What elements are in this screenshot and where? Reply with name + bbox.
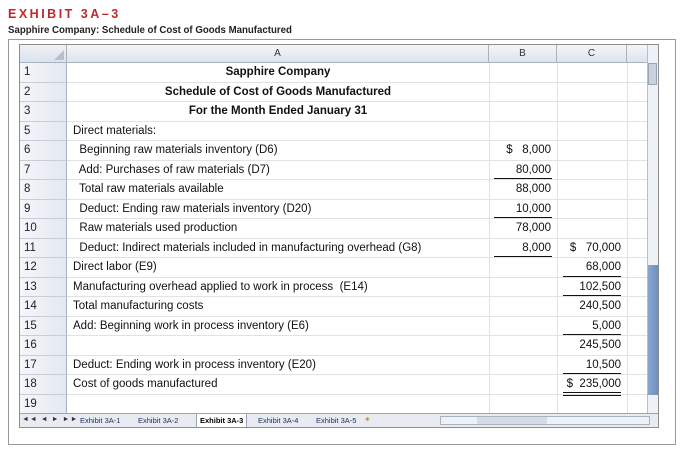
sheet-tab[interactable]: Exhibit 3A-4 — [258, 416, 299, 425]
cell-a[interactable]: Total manufacturing costs — [73, 300, 204, 312]
total-underline — [563, 276, 621, 277]
cell-a[interactable]: For the Month Ended January 31 — [188, 105, 368, 117]
vertical-scrollbar[interactable] — [647, 45, 658, 413]
total-underline — [494, 178, 552, 179]
cell-a[interactable]: Direct labor (E9) — [73, 261, 157, 273]
sheet-nav-arrows-icon[interactable]: ◄◄ ◄ ► ►► — [22, 416, 79, 423]
sheet-tab[interactable]: Exhibit 3A-3 — [196, 414, 247, 427]
cell-a[interactable]: Deduct: Ending raw materials inventory (D20) — [73, 202, 312, 215]
insert-sheet-icon[interactable]: ✶ — [364, 415, 371, 424]
cell-a[interactable]: Manufacturing overhead applied to work in process (E14) — [73, 280, 368, 293]
row-header[interactable]: 17 — [20, 356, 67, 376]
cell-c[interactable]: 10,500 — [585, 358, 621, 371]
cell-a[interactable]: Total raw materials available — [73, 183, 224, 195]
row-header[interactable]: 2 — [20, 83, 67, 103]
vertical-scroll-thumb[interactable] — [648, 63, 657, 85]
select-all-corner[interactable] — [20, 45, 67, 63]
row-header[interactable]: 11 — [20, 239, 67, 259]
cell-c[interactable]: $ 235,000 — [566, 378, 621, 390]
row-header[interactable]: 6 — [20, 141, 67, 161]
total-underline — [563, 295, 621, 296]
cell-c[interactable]: 102,500 — [579, 280, 621, 293]
row-header[interactable]: 9 — [20, 200, 67, 220]
row-header[interactable]: 18 — [20, 375, 67, 395]
cell-b[interactable]: 80,000 — [515, 163, 551, 176]
exhibit-subtitle: Sapphire Company: Schedule of Cost of Goods Manufactured — [8, 24, 292, 36]
horizontal-scrollbar[interactable] — [440, 416, 650, 425]
cell-c[interactable]: 245,500 — [579, 339, 621, 351]
cell-b[interactable]: 78,000 — [515, 222, 551, 234]
cell-a[interactable]: Deduct: Ending work in process inventory (E20) — [73, 358, 316, 371]
spreadsheet — [19, 44, 659, 428]
sheet-tabs-bar — [20, 413, 659, 428]
row-header[interactable]: 14 — [20, 297, 67, 317]
double-underline — [563, 395, 621, 396]
cell-a[interactable]: Cost of goods manufactured — [73, 378, 218, 390]
cell-a[interactable]: Add: Beginning work in process inventory (E6) — [73, 319, 309, 332]
cell-a[interactable]: Beginning raw materials inventory (D6) — [73, 144, 278, 156]
cell-c[interactable]: 240,500 — [579, 300, 621, 312]
double-underline — [563, 392, 621, 393]
cell-a[interactable]: Sapphire Company — [225, 66, 331, 78]
row-header[interactable]: 8 — [20, 180, 67, 200]
grid-row — [67, 395, 657, 415]
sheet-tab[interactable]: Exhibit 3A-5 — [316, 416, 357, 425]
row-header[interactable]: 19 — [20, 395, 67, 415]
row-header[interactable]: 1 — [20, 63, 67, 83]
cell-b[interactable]: 88,000 — [515, 183, 551, 195]
column-header-b[interactable]: B — [489, 45, 557, 63]
cell-a[interactable]: Direct materials: — [73, 124, 157, 137]
column-header-c[interactable]: C — [557, 45, 627, 63]
cell-b[interactable]: 10,000 — [515, 202, 551, 215]
row-header[interactable]: 5 — [20, 122, 67, 142]
row-header[interactable]: 12 — [20, 258, 67, 278]
cell-b[interactable]: $ 8,000 — [506, 144, 551, 156]
cell-c[interactable]: 68,000 — [585, 261, 621, 273]
row-header[interactable]: 16 — [20, 336, 67, 356]
row-header[interactable]: 15 — [20, 317, 67, 337]
row-header[interactable]: 7 — [20, 161, 67, 181]
row-header[interactable]: 3 — [20, 102, 67, 122]
cell-c[interactable]: 5,000 — [592, 319, 621, 332]
sheet-tab[interactable]: Exhibit 3A-1 — [80, 416, 121, 425]
row-header[interactable]: 13 — [20, 278, 67, 298]
total-underline — [563, 373, 621, 374]
horizontal-scroll-thumb[interactable] — [477, 417, 547, 424]
cell-a[interactable]: Schedule of Cost of Goods Manufactured — [164, 85, 392, 98]
exhibit-title: EXHIBIT 3A–3 — [8, 7, 121, 21]
row-header[interactable]: 10 — [20, 219, 67, 239]
total-underline — [563, 334, 621, 335]
cell-a[interactable]: Add: Purchases of raw materials (D7) — [73, 163, 270, 176]
cell-b[interactable]: 8,000 — [522, 241, 551, 254]
sheet-tab[interactable]: Exhibit 3A-2 — [138, 416, 179, 425]
exhibit-frame — [8, 39, 676, 445]
total-underline — [494, 256, 552, 257]
cell-a[interactable]: Deduct: Indirect materials included in manufacturing overhead (G8) — [73, 241, 422, 254]
column-header-a[interactable]: A — [67, 45, 489, 63]
cell-c[interactable]: $ 70,000 — [569, 241, 621, 254]
total-underline — [494, 217, 552, 218]
vertical-scroll-track[interactable] — [648, 265, 658, 395]
cell-a[interactable]: Raw materials used production — [73, 222, 238, 234]
